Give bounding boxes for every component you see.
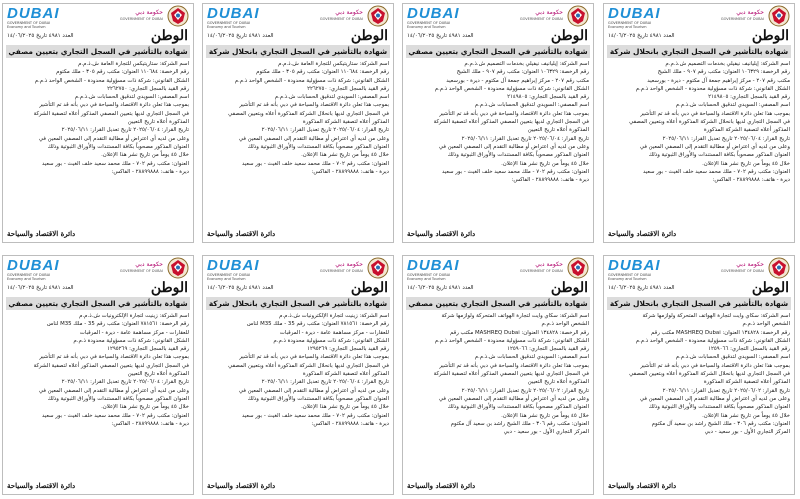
notice-line: اسم الشركة: إيليانيف نيفيلي بخدمات التصميم ش.ذ.م.م (665, 61, 790, 67)
notice-line: المذكورة أعلاه تاريخ التعيين (527, 127, 589, 134)
newspaper-name: الوطن (350, 280, 388, 296)
dubai-subtitle-dept: Economy and Tourism (7, 25, 46, 29)
notice-line: في السجل التجاري لديها بتعيين المصفي المذكور أعلاه لتصفية الشركة (433, 119, 589, 126)
notice-body (604, 310, 794, 463)
notice-title: شهادة بالتأشير في السجل التجاري بانحلال شركة (607, 297, 791, 310)
notice-header (203, 256, 393, 280)
notice-title: شهادة بالتأشير في السجل التجاري بانحلال شركة (607, 45, 791, 58)
notice-line: في السجل التجاري لديها بتعيين المصفي المذكور أعلاه لتصفية الشركة (33, 362, 189, 369)
dubai-subtitle: GOVERNMENT OF DUBAI (7, 273, 51, 277)
dubai-logo (407, 5, 460, 29)
notice-line: بموجب هذا تعلن دائرة الاقتصاد والسياحة في دبي بأنه قد تم التأشير (439, 110, 589, 117)
notice-line: رقم الرخصة: ١٣٤٨٢٨ العنوان: MASHREQ Dubai مكتب رقم (651, 329, 790, 336)
notice-line: اسم المصفي: السويدي لتدقيق الحسابات ش.ذ.م.م (675, 102, 790, 109)
notice-line: العنوان: مكتب رقم ٧٠٢ - ملك محمد سعيد خلف الغيث - بور سعيد (441, 168, 589, 175)
notice-line: اسم الشركة: سكاي وايت لتجارة الهواتف المتحركة ولوازمها شركة (441, 313, 589, 319)
dubai-wordmark: DUBAI (7, 257, 60, 274)
notice-line: رقم الرخصة: ١٣٤٨٢٨ العنوان: MASHREQ Dubai مكتب رقم (450, 329, 589, 336)
dubai-subtitle-dept: Economy and Tourism (207, 277, 246, 281)
notice-title: شهادة بالتأشير في السجل التجاري بتعيين مصفي (406, 297, 590, 310)
dubai-wordmark: DUBAI (407, 257, 460, 274)
government-label-ar: حكومة دبي (535, 9, 563, 16)
issue-number-date: العدد ٤٩٨١ تاريخ ١٤/٠٦/٢٠٢٥ (7, 285, 74, 291)
notice-title: شهادة بالتأشير في السجل التجاري بانحلال شركة (206, 297, 390, 310)
notice-line: في السجل التجاري لديها بانحلال الشركة المذكورة أعلاه وبتعيين المصفي (629, 371, 790, 378)
notice-line: المركز التجاري الأول - بور سعيد - دبي (704, 429, 790, 436)
notice-line: تاريخ القرار: ٢٠٢٥/٠٦/٠٢ تاريخ تعديل القرار: ٢٠٢٥/٠٦/١١ (461, 387, 589, 394)
notice-line: ديرة - هاتف: ٢٨٨٩٩٨٨٨ - الفاكس: (311, 168, 389, 175)
notice-line: العنوان: مكتب رقم ٧٠٢ - ملك محمد سعيد خلف الغيث - بور سعيد (642, 168, 790, 175)
notice-line: اسم الشركة: ستاريتيكس للتجارة العامة ش.ذ.م.م (78, 61, 189, 67)
department-signature: دائرة الاقتصاد والسياحة (7, 229, 76, 238)
notice-line: الشكل القانوني: شركة ذات مسؤولية محدودة - الشخص الواحد ذ.م.م (234, 77, 389, 84)
newspaper-name: الوطن (350, 28, 388, 44)
notice-line: بموجب هذا تعلن دائرة الاقتصاد والسياحة في دبي بأنه قد تم التأشير (640, 110, 790, 117)
notice-body (604, 58, 794, 211)
notice-line: في السجل التجاري لديها بانحلال الشركة المذكورة أعلاه وبتعيين المصفي (228, 362, 389, 369)
notice-line: بموجب هذا تعلن دائرة الاقتصاد والسياحة في دبي بأنه قد تم التأشير (39, 102, 189, 109)
government-label-en: GOVERNMENT OF DUBAI (519, 269, 563, 273)
government-label (120, 261, 163, 275)
notice-line: تاريخ القرار: ٢٠٢٥/٠٦/٠٤ تاريخ تعديل القرار: ٢٠٢٥/٠٦/١١ (261, 127, 389, 134)
dubai-logo (7, 257, 60, 281)
issue-number-date: العدد ٤٩٨١ تاريخ ١٤/٠٦/٢٠٢٥ (608, 285, 675, 291)
dubai-subtitle: GOVERNMENT OF DUBAI (207, 273, 251, 277)
notice-header (203, 4, 393, 28)
issue-number-date: العدد ٤٩٨١ تاريخ ١٤/٠٦/٢٠٢٥ (608, 33, 675, 39)
government-label-ar: حكومة دبي (135, 9, 163, 16)
notice-line: خلال ٤٥ يوماً من تاريخ نشر هذا الإعلان. (702, 412, 790, 419)
issue-number-date: العدد ٤٩٨١ تاريخ ١٤/٠٦/٢٠٢٥ (407, 285, 474, 291)
notice-line: المركز التجاري الأول - بور سعيد - دبي (503, 429, 589, 436)
legal-notice (402, 3, 594, 243)
dubai-emblem-icon (367, 5, 389, 27)
notice-body (3, 58, 193, 211)
government-label-ar: حكومة دبي (736, 261, 764, 268)
notice-line: وعلى من لديه أي اعتراض أو مطالبة التقدم إلى المصفي المعين في (639, 143, 790, 150)
notice-line: تاريخ القرار: ٢٠٢٥/٠٦/٠٤ تاريخ تعديل القرار: ٢٠٢٥/٠٦/١١ (662, 135, 790, 142)
notice-header (403, 4, 593, 28)
notice-line: اسم المصفي: السويدي لتدقيق الحسابات ش.ذ.م.م (474, 102, 589, 109)
notice-line: للعقارات - مركز مساهمة عامة - ديرة - المرقبات (79, 329, 189, 336)
issue-number-date: العدد ٤٩٨١ تاريخ ١٤/٠٦/٢٠٢٥ (407, 33, 474, 39)
government-label-en: GOVERNMENT OF DUBAI (119, 17, 163, 21)
notice-line: رقم القيد بالسجل التجاري: ١٢٥٩٠٦٦ (708, 346, 790, 353)
dubai-subtitle: GOVERNMENT OF DUBAI (608, 273, 652, 277)
issue-number-date: العدد ٤٩٨١ تاريخ ١٤/٠٦/٢٠٢٥ (7, 33, 74, 39)
dubai-subtitle-dept: Economy and Tourism (608, 277, 647, 281)
dubai-logo (608, 5, 661, 29)
notice-line: بموجب هذا تعلن دائرة الاقتصاد والسياحة في دبي بأنه قد تم التأشير (239, 354, 389, 361)
notice-line: الشكل القانوني: شركة ذات مسؤولية محدودة ذ.م.م (273, 337, 389, 344)
government-label (721, 9, 764, 23)
dubai-logo (207, 5, 260, 29)
notice-line: وعلى من لديه أي اعتراض أو مطالبة التقدم إلى المصفي المعين في (238, 387, 389, 394)
newspaper-name: الوطن (150, 28, 188, 44)
notice-line: اسم المصفي: السويدي لتدقيق الحسابات ش.ذ.م.م (474, 354, 589, 361)
notice-line: بموجب هذا تعلن دائرة الاقتصاد والسياحة في دبي بأنه قد تم التأشير (439, 362, 589, 369)
dubai-wordmark: DUBAI (207, 5, 260, 22)
government-label (320, 261, 363, 275)
dubai-subtitle: GOVERNMENT OF DUBAI (608, 21, 652, 25)
notice-line: المذكور أعلاه لتصفية الشركة المذكورة (302, 371, 389, 378)
notice-title: شهادة بالتأشير في السجل التجاري بتعيين مصفي (6, 297, 190, 310)
notice-line: تاريخ القرار: ٢٠٢٥/٠٦/٠٢ تاريخ تعديل القرار: ٢٠٢٥/٠٦/١١ (662, 387, 790, 394)
notice-line: في السجل التجاري لديها بانحلال الشركة المذكورة أعلاه وبتعيين المصفي (228, 110, 389, 117)
publication-row (3, 280, 193, 296)
notice-line: الشكل القانوني: شركة ذات مسؤولية محدودة - الشخص الواحد ذ.م.م (635, 337, 790, 344)
publication-row (604, 280, 794, 296)
government-label-ar: حكومة دبي (135, 261, 163, 268)
notice-line: ديرة - هاتف: ٢٨٨٩٩٨٨٨ - الفاكس: (712, 177, 790, 184)
notice-line: رقم القيد بالسجل التجاري: ٢١٤٩٨٠٥ (708, 94, 790, 101)
publication-row (403, 28, 593, 44)
notice-line: خلال ٤٥ يوماً من تاريخ نشر هذا الإعلان. (702, 160, 790, 167)
notice-line: المذكورة أعلاه تاريخ التعيين (127, 119, 189, 126)
notice-line: في السجل التجاري لديها بتعيين المصفي المذكور أعلاه لتصفية الشركة (33, 110, 189, 117)
notice-line: العنوان المذكور مصحوباً بكافة المستندات والأوراق الثبوتية وذلك (447, 404, 589, 411)
notice-header (3, 4, 193, 28)
notice-line: العنوان المذكور مصحوباً بكافة المستندات والأوراق الثبوتية وذلك (247, 395, 389, 402)
notice-line: وعلى من لديه أي اعتراض أو مطالبة التقدم إلى المصفي المعين في (238, 135, 389, 142)
notice-line: العنوان المذكور مصحوباً بكافة المستندات والأوراق الثبوتية وذلك (447, 152, 589, 159)
dubai-subtitle: GOVERNMENT OF DUBAI (7, 21, 51, 25)
government-label-en: GOVERNMENT OF DUBAI (720, 269, 764, 273)
legal-notice (2, 255, 194, 495)
newspaper-name: الوطن (751, 280, 789, 296)
notice-line: العنوان المذكور مصحوباً بكافة المستندات والأوراق الثبوتية وذلك (47, 143, 189, 150)
notice-header (3, 256, 193, 280)
notice-line: للعقارات - مركز مساهمة عامة - ديرة - المرقبات (279, 329, 389, 336)
notice-line: رقم القيد بالسجل التجاري: ٢٢٦٢٧٥٠ (307, 85, 389, 92)
notice-line: الشكل القانوني: شركة ذات مسؤولية محدودة - الشخص الواحد ذ.م.م (434, 337, 589, 344)
notice-line: ديرة - هاتف: ٢٨٨٩٩٨٨٨ - الفاكس: (111, 420, 189, 427)
dubai-subtitle-dept: Economy and Tourism (207, 25, 246, 29)
notice-line: العنوان: مكتب رقم ٣٠٦ - ملك الشيخ راشد بن سعيد آل مكتوم (450, 420, 589, 427)
notice-line: مكتب رقم ٢٠٧ - مركز إبراهيم جمعة آل مكتوم - ديرة - بورسعيد (446, 77, 589, 84)
department-signature: دائرة الاقتصاد والسياحة (7, 481, 76, 490)
dubai-wordmark: DUBAI (407, 5, 460, 22)
notice-line: المذكورة أعلاه تاريخ التعيين (127, 371, 189, 378)
notice-line: مكتب رقم ٢٠٧ - مركز إبراهيم جمعة آل مكتوم - ديرة - بورسعيد (647, 77, 790, 84)
government-label-en: GOVERNMENT OF DUBAI (720, 17, 764, 21)
government-label (120, 9, 163, 23)
notice-line: تاريخ القرار: ٢٠٢٥/٠٦/٠٤ تاريخ تعديل القرار: ٢٠٢٥/٠٦/١١ (61, 379, 189, 386)
publication-row (3, 28, 193, 44)
notice-line: الشكل القانوني: شركة ذات مسؤولية محدودة - الشخص الواحد ذ.م.م (635, 85, 790, 92)
legal-notice (202, 255, 394, 495)
notice-line: العنوان: مكتب رقم ٧٠٢ - ملك محمد سعيد خلف الغيث - بور سعيد (241, 412, 389, 419)
notice-line: رقم الرخصة: ٧٨١٥٦١ العنوان: مكتب رقم 35 - ملك M35 لناس (46, 321, 189, 328)
notice-line: المذكور أعلاه لتصفية الشركة المذكورة (703, 127, 790, 134)
newspaper-name: الوطن (550, 280, 588, 296)
notice-title: شهادة بالتأشير في السجل التجاري بتعيين مصفي (6, 45, 190, 58)
dubai-emblem-icon (567, 257, 589, 279)
notice-title: شهادة بالتأشير في السجل التجاري بتعيين مصفي (406, 45, 590, 58)
newspaper-name: الوطن (751, 28, 789, 44)
issue-number-date: العدد ٤٩٨١ تاريخ ١٤/٠٦/٢٠٢٥ (207, 33, 274, 39)
notice-line: رقم القيد بالسجل التجاري: ١٢٥٩٠٦٦ (507, 346, 589, 353)
notice-line: العنوان المذكور مصحوباً بكافة المستندات والأوراق الثبوتية وذلك (47, 395, 189, 402)
notice-title: شهادة بالتأشير في السجل التجاري بانحلال شركة (206, 45, 390, 58)
notice-line: خلال ٤٥ يوماً من تاريخ نشر هذا الإعلان. (101, 404, 189, 411)
legal-notice (603, 255, 795, 495)
notice-line: المذكور أعلاه لتصفية الشركة المذكورة (703, 379, 790, 386)
notice-line: رقم الرخصة: ١١٠٦٨٤ العنوان: مكتب رقم ٣٠٥ - ملك مكتوم (56, 69, 189, 76)
government-label (520, 261, 563, 275)
notice-line: المذكورة أعلاه تاريخ التعيين (527, 379, 589, 386)
notice-line: الشخص الواحد ذ.م.م (541, 321, 589, 328)
notice-line: اسم الشركة: إيليانيف نيفيلي بخدمات التصميم ش.ذ.م.م (464, 61, 589, 67)
notice-body (3, 310, 193, 463)
dubai-subtitle: GOVERNMENT OF DUBAI (407, 21, 451, 25)
notice-line: العنوان: مكتب رقم ٧٠٢ - ملك محمد سعيد خلف الغيث - بور سعيد (41, 412, 189, 419)
notice-line: رقم القيد بالسجل التجاري: ١٢٩٥٢٦٩ (107, 346, 189, 353)
notice-line: خلال ٤٥ يوماً من تاريخ نشر هذا الإعلان. (301, 404, 389, 411)
dubai-wordmark: DUBAI (608, 5, 661, 22)
notice-header (604, 256, 794, 280)
notice-line: ديرة - هاتف: ٢٨٨٩٩٨٨٨ - الفاكس: (311, 420, 389, 427)
notice-line: العنوان: مكتب رقم ٧٠٢ - ملك محمد سعيد خلف الغيث - بور سعيد (41, 160, 189, 167)
dubai-wordmark: DUBAI (207, 257, 260, 274)
government-label-en: GOVERNMENT OF DUBAI (319, 17, 363, 21)
dubai-subtitle-dept: Economy and Tourism (7, 277, 46, 281)
notice-line: تاريخ القرار: ٢٠٢٥/٠٦/٠٤ تاريخ تعديل القرار: ٢٠٢٥/٠٦/١١ (261, 379, 389, 386)
notice-line: خلال ٤٥ يوماً من تاريخ نشر هذا الإعلان. (501, 160, 589, 167)
notice-line: الشخص الواحد ذ.م.م (742, 321, 790, 328)
dubai-subtitle: GOVERNMENT OF DUBAI (407, 273, 451, 277)
dubai-subtitle: GOVERNMENT OF DUBAI (207, 21, 251, 25)
dubai-wordmark: DUBAI (608, 257, 661, 274)
newspaper-name: الوطن (150, 280, 188, 296)
notice-line: الشكل القانوني: شركة ذات مسؤولية محدودة ذ.م.م (73, 337, 189, 344)
notice-line: العنوان المذكور مصحوباً بكافة المستندات والأوراق الثبوتية وذلك (648, 404, 790, 411)
dubai-emblem-icon (768, 5, 790, 27)
government-label-en: GOVERNMENT OF DUBAI (519, 17, 563, 21)
government-label (520, 9, 563, 23)
government-label-ar: حكومة دبي (335, 9, 363, 16)
newspaper-name: الوطن (550, 28, 588, 44)
notice-line: خلال ٤٥ يوماً من تاريخ نشر هذا الإعلان. (101, 152, 189, 159)
notice-body (203, 310, 393, 463)
dubai-subtitle-dept: Economy and Tourism (407, 277, 446, 281)
notice-line: تاريخ القرار: ٢٠٢٥/٠٦/٠٤ تاريخ تعديل القرار: ٢٠٢٥/٠٦/١١ (61, 127, 189, 134)
department-signature: دائرة الاقتصاد والسياحة (407, 229, 476, 238)
notice-header (604, 4, 794, 28)
notice-line: العنوان المذكور مصحوباً بكافة المستندات والأوراق الثبوتية وذلك (648, 152, 790, 159)
department-signature: دائرة الاقتصاد والسياحة (207, 481, 276, 490)
department-signature: دائرة الاقتصاد والسياحة (407, 481, 476, 490)
notice-line: رقم الرخصة: ١٠٦٣٢٩ العنوان: مكتب رقم ٩٠٧ - ملك الشيخ (456, 69, 589, 76)
government-label (721, 261, 764, 275)
notice-line: وعلى من لديه أي اعتراض أو مطالبة التقدم إلى المصفي المعين في (438, 143, 589, 150)
legal-notice (402, 255, 594, 495)
notice-line: اسم المصفي: السويدي لتدقيق الحسابات ش.ذ.م.م (74, 94, 189, 101)
issue-number-date: العدد ٤٩٨١ تاريخ ١٤/٠٦/٢٠٢٥ (207, 285, 274, 291)
notice-line: اسم الشركة: سكاي وايت لتجارة الهواتف المتحركة ولوازمها شركة (642, 313, 790, 319)
publication-row (203, 280, 393, 296)
notice-line: اسم الشركة: ستاريتيكس للتجارة العامة ش.ذ.م.م (278, 61, 389, 67)
publication-row (403, 280, 593, 296)
notice-line: اسم الشركة: زينيت لتجارة الإلكترونيات ش.ذ.م.م (279, 313, 389, 319)
department-signature: دائرة الاقتصاد والسياحة (207, 229, 276, 238)
notice-line: ديرة - هاتف: ٢٨٨٩٩٨٨٨ - الفاكس: (111, 168, 189, 175)
notice-body (403, 310, 593, 463)
government-label-ar: حكومة دبي (736, 9, 764, 16)
dubai-logo (608, 257, 661, 281)
notice-header (403, 256, 593, 280)
notice-line: بموجب هذا تعلن دائرة الاقتصاد والسياحة في دبي بأنه قد تم التأشير (239, 102, 389, 109)
government-label-ar: حكومة دبي (535, 261, 563, 268)
notice-line: وعلى من لديه أي اعتراض أو مطالبة التقدم إلى المصفي المعين في (438, 395, 589, 402)
notice-line: بموجب هذا تعلن دائرة الاقتصاد والسياحة في دبي بأنه قد تم التأشير (640, 362, 790, 369)
notice-body (203, 58, 393, 211)
dubai-logo (407, 257, 460, 281)
notice-line: رقم القيد بالسجل التجاري: ١٢٩٥٢٦٩ (307, 346, 389, 353)
notice-line: اسم المصفي: السويدي لتدقيق الحسابات ش.ذ.م.م (675, 354, 790, 361)
notice-line: اسم المصفي: السويدي لتدقيق الحسابات ش.ذ.م.م (274, 94, 389, 101)
government-label-en: GOVERNMENT OF DUBAI (119, 269, 163, 273)
dubai-logo (207, 257, 260, 281)
notice-line: العنوان المذكور مصحوباً بكافة المستندات والأوراق الثبوتية وذلك (247, 143, 389, 150)
notice-line: بموجب هذا تعلن دائرة الاقتصاد والسياحة في دبي بأنه قد تم التأشير (39, 354, 189, 361)
dubai-subtitle-dept: Economy and Tourism (608, 25, 647, 29)
department-signature: دائرة الاقتصاد والسياحة (608, 481, 677, 490)
notice-line: العنوان: مكتب رقم ٧٠٢ - ملك محمد سعيد خلف الغيث - بور سعيد (241, 160, 389, 167)
notice-line: العنوان: مكتب رقم ٣٠٦ - ملك الشيخ راشد بن سعيد آل مكتوم (651, 420, 790, 427)
dubai-emblem-icon (167, 5, 189, 27)
notice-line: الشكل القانوني: شركة ذات مسؤولية محدودة - الشخص الواحد ذ.م.م (34, 77, 189, 84)
dubai-subtitle-dept: Economy and Tourism (407, 25, 446, 29)
dubai-emblem-icon (167, 257, 189, 279)
notice-line: في السجل التجاري لديها بتعيين المصفي المذكور أعلاه لتصفية الشركة (433, 371, 589, 378)
notice-line: وعلى من لديه أي اعتراض أو مطالبة التقدم إلى المصفي المعين في (639, 395, 790, 402)
dubai-emblem-icon (367, 257, 389, 279)
publication-row (604, 28, 794, 44)
notice-line: تاريخ القرار: ٢٠٢٥/٠٦/٠٤ تاريخ تعديل القرار: ٢٠٢٥/٠٦/١١ (461, 135, 589, 142)
notice-line: رقم الرخصة: ١١٠٦٨٤ العنوان: مكتب رقم ٣٠٥ - ملك مكتوم (256, 69, 389, 76)
government-label (320, 9, 363, 23)
department-signature: دائرة الاقتصاد والسياحة (608, 229, 677, 238)
notice-line: وعلى من لديه أي اعتراض أو مطالبة التقدم إلى المصفي المعين في (38, 135, 189, 142)
notice-line: رقم الرخصة: ٧٨١٥٦١ العنوان: مكتب رقم 35 - ملك M35 لناس (246, 321, 389, 328)
dubai-emblem-icon (567, 5, 589, 27)
notice-line: المذكور أعلاه لتصفية الشركة المذكورة (302, 119, 389, 126)
notice-line: اسم الشركة: زينيت لتجارة الإلكترونيات ش.ذ.م.م (79, 313, 189, 319)
government-label-en: GOVERNMENT OF DUBAI (319, 269, 363, 273)
notice-line: في السجل التجاري لديها بانحلال الشركة المذكورة أعلاه وبتعيين المصفي (629, 119, 790, 126)
dubai-emblem-icon (768, 257, 790, 279)
notice-line: ديرة - هاتف: ٢٨٨٩٩٨٨٨ - الفاكس: (511, 177, 589, 184)
notice-line: رقم الرخصة: ١٠٦٣٢٩ العنوان: مكتب رقم ٩٠٧ - ملك الشيخ (657, 69, 790, 76)
notice-line: خلال ٤٥ يوماً من تاريخ نشر هذا الإعلان. (301, 152, 389, 159)
dubai-wordmark: DUBAI (7, 5, 60, 22)
dubai-logo (7, 5, 60, 29)
notice-line: وعلى من لديه أي اعتراض أو مطالبة التقدم إلى المصفي المعين في (38, 387, 189, 394)
legal-notice (603, 3, 795, 243)
legal-notice (202, 3, 394, 243)
notice-body (403, 58, 593, 211)
notice-line: خلال ٤٥ يوماً من تاريخ نشر هذا الإعلان. (501, 412, 589, 419)
notice-line: رقم القيد بالسجل التجاري: ٢٢٦٢٧٥٠ (107, 85, 189, 92)
legal-notice (2, 3, 194, 243)
notice-line: الشكل القانوني: شركة ذات مسؤولية محدودة - الشخص الواحد ذ.م.م (434, 85, 589, 92)
notice-line: رقم القيد بالسجل التجاري: ٢١٤٩٨٠٥ (507, 94, 589, 101)
publication-row (203, 28, 393, 44)
government-label-ar: حكومة دبي (335, 261, 363, 268)
